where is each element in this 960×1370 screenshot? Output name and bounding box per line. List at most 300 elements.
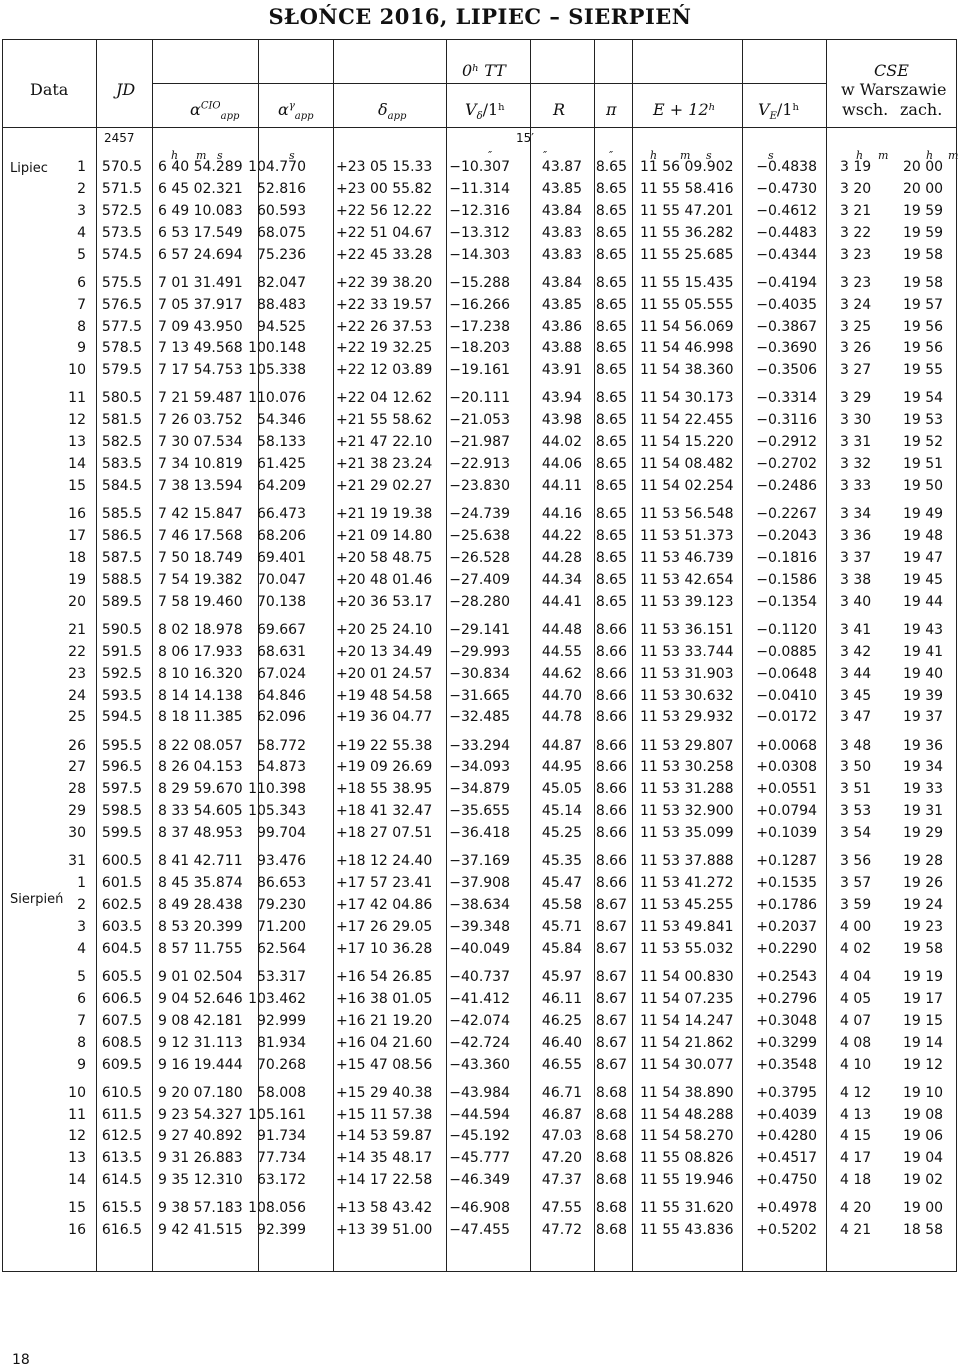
cell-wsch: 3 56 [840,853,872,870]
page-number: 18 [12,1352,30,1368]
cell-R: 44.55 [541,643,582,660]
unit-E-h: h [650,149,658,162]
cell-wsch: 3 20 [840,180,872,197]
cell-v-delta: −35.655 [449,803,510,820]
cell-pi: 8.67 [595,1012,627,1029]
cell-jd: 571.5 [101,180,142,197]
cell-pi: 8.67 [595,897,627,913]
cell-v-delta: −46.908 [449,1200,510,1217]
cell-V-E: −0.0410 [756,687,817,704]
cell-pi: 8.65 [595,593,627,610]
header-data: Data [30,80,69,99]
cell-alpha-cio: 9 23 54.327 [158,1106,243,1123]
cell-alpha-cio: 7 58 19.460 [158,593,243,610]
cell-day: 8 [77,318,86,335]
cell-alpha-cio: 8 53 20.399 [158,918,243,935]
cell-alpha-gamma: 99.704 [257,825,306,842]
cell-delta: +20 58 48.75 [336,549,433,566]
cell-alpha-gamma: 68.631 [257,643,306,660]
cell-wsch: 3 33 [840,478,872,494]
R-prefix: 15′ [516,131,534,145]
cell-day: 9 [77,340,86,357]
cell-zach: 19 57 [903,296,944,313]
cell-wsch: 4 08 [840,1034,872,1051]
cell-alpha-gamma: 88.483 [257,296,306,313]
cell-day: 10 [68,1084,86,1101]
cell-wsch: 3 47 [840,709,872,726]
cell-alpha-gamma: 105.161 [248,1106,306,1123]
cell-R: 47.55 [541,1200,582,1217]
cell-jd: 600.5 [101,853,142,870]
cell-delta: +22 12 03.89 [336,362,433,379]
cell-zach: 19 56 [903,340,944,357]
cell-pi: 8.68 [595,1150,627,1167]
cell-jd: 572.5 [101,202,142,219]
cell-V-E: −0.2912 [756,434,817,451]
cell-zach: 19 55 [903,362,944,379]
cell-R: 45.84 [541,940,582,957]
cell-delta: +14 53 59.87 [336,1128,433,1145]
cell-E-12h: 11 54 02.254 [640,478,734,494]
cell-v-delta: −43.984 [449,1084,510,1101]
cell-v-delta: −15.288 [449,274,510,291]
cell-pi: 8.65 [595,434,627,451]
cell-E-12h: 11 54 22.455 [640,412,734,429]
cell-jd: 578.5 [101,340,142,357]
cell-alpha-cio: 8 41 42.711 [158,853,243,870]
cell-alpha-cio: 7 38 13.594 [158,478,243,494]
cell-zach: 19 56 [903,318,944,335]
cell-V-E: +0.0308 [756,759,817,776]
cell-zach: 19 40 [903,665,944,682]
cell-alpha-gamma: 67.024 [257,665,306,682]
cell-E-12h: 11 53 36.151 [640,621,734,638]
cell-day: 3 [77,202,86,219]
cell-day: 2 [77,180,86,197]
cell-wsch: 4 10 [840,1056,872,1073]
column-rule [742,39,743,1272]
cell-jd: 596.5 [101,759,142,776]
cell-alpha-cio: 8 29 59.670 [158,781,243,798]
cell-alpha-gamma: 68.075 [257,224,306,241]
cell-jd: 585.5 [101,506,142,523]
cell-v-delta: −43.360 [449,1056,510,1073]
cell-day: 7 [77,1012,86,1029]
cell-R: 46.87 [541,1106,582,1123]
cell-R: 46.71 [541,1084,582,1101]
cell-zach: 19 59 [903,202,944,219]
cell-pi: 8.67 [595,1034,627,1051]
cell-alpha-cio: 8 37 48.953 [158,825,243,842]
cell-R: 44.48 [541,621,582,638]
cell-wsch: 4 12 [840,1084,872,1101]
cell-V-E: −0.4730 [756,180,817,197]
cell-v-delta: −16.266 [449,296,510,313]
cell-V-E: +0.1039 [756,825,817,842]
cell-day: 6 [77,990,86,1007]
cell-E-12h: 11 53 32.900 [640,803,734,820]
cell-delta: +22 26 37.53 [336,318,433,335]
cell-pi: 8.66 [595,643,627,660]
cell-v-delta: −28.280 [449,593,510,610]
column-rule [333,39,334,1272]
cell-V-E: +0.4517 [756,1150,817,1167]
cell-alpha-gamma: 53.317 [257,968,306,985]
cell-delta: +17 26 29.05 [336,918,433,935]
cell-zach: 19 59 [903,224,944,241]
cell-E-12h: 11 53 55.032 [640,940,734,957]
cell-day: 6 [77,274,86,291]
cell-day: 4 [77,224,86,241]
cell-alpha-cio: 9 08 42.181 [158,1012,243,1029]
cell-jd: 589.5 [101,593,142,610]
cell-E-12h: 11 53 35.099 [640,825,734,842]
cell-E-12h: 11 53 41.272 [640,875,734,892]
unit-pi-sec: ″ [609,149,614,162]
cell-pi: 8.66 [595,853,627,870]
cell-E-12h: 11 53 56.548 [640,506,734,523]
cell-wsch: 3 24 [840,296,872,313]
cell-alpha-cio: 7 34 10.819 [158,456,243,473]
cell-E-12h: 11 55 25.685 [640,246,734,263]
cell-delta: +15 11 57.38 [336,1106,433,1123]
cell-zach: 19 39 [903,687,944,704]
cell-wsch: 4 17 [840,1150,872,1167]
cell-E-12h: 11 54 15.220 [640,434,734,451]
cell-zach: 19 49 [903,506,944,523]
cell-v-delta: −13.312 [449,224,510,241]
cell-R: 47.03 [541,1128,582,1145]
header-alpha-gamma: $\alpha^\gamma_{app}$ [278,100,314,123]
cell-R: 47.72 [541,1222,582,1239]
cell-delta: +17 57 23.41 [336,875,433,892]
cell-alpha-gamma: 70.047 [257,571,306,588]
cell-V-E: +0.0068 [756,737,817,754]
cell-alpha-gamma: 91.734 [257,1128,306,1145]
cell-v-delta: −14.303 [449,246,510,263]
cell-pi: 8.65 [595,390,627,407]
column-rule [152,39,153,1272]
cell-R: 43.83 [541,246,582,263]
cell-wsch: 3 31 [840,434,872,451]
cell-jd: 615.5 [101,1200,142,1217]
cell-zach: 19 28 [903,853,944,870]
cell-R: 46.40 [541,1034,582,1051]
cell-day: 26 [68,737,86,754]
cell-zach: 19 50 [903,478,944,494]
cell-delta: +14 35 48.17 [336,1150,433,1167]
cell-zach: 19 52 [903,434,944,451]
cell-wsch: 3 30 [840,412,872,429]
cell-delta: +22 04 12.62 [336,390,433,407]
cell-jd: 595.5 [101,737,142,754]
cell-zach: 19 08 [903,1106,944,1123]
cell-alpha-gamma: 61.425 [257,456,306,473]
cell-alpha-cio: 7 01 31.491 [158,274,243,291]
cell-v-delta: −20.111 [449,390,510,407]
cell-alpha-gamma: 58.772 [257,737,306,754]
cell-day: 12 [68,412,86,429]
cell-alpha-cio: 9 42 41.515 [158,1222,243,1239]
cell-day: 14 [68,456,86,473]
cell-V-E: −0.1354 [756,593,817,610]
cell-zach: 19 43 [903,621,944,638]
cell-day: 31 [68,853,86,870]
cell-alpha-cio: 9 12 31.113 [158,1034,243,1051]
column-rule [96,39,97,1272]
cell-zach: 19 15 [903,1012,944,1029]
cell-zach: 19 00 [903,1200,944,1217]
cell-day: 3 [77,918,86,935]
cell-alpha-cio: 8 33 54.605 [158,803,243,820]
cell-V-E: −0.4483 [756,224,817,241]
cell-V-E: +0.3795 [756,1084,817,1101]
cell-V-E: −0.4838 [756,159,817,175]
cell-v-delta: −30.834 [449,665,510,682]
header-0h-tt: 0ʰ TT [462,61,506,80]
cell-pi: 8.65 [595,549,627,566]
cell-v-delta: −37.169 [449,853,510,870]
header-group-rule [152,83,333,84]
cell-jd: 593.5 [101,687,142,704]
cell-jd: 575.5 [101,274,142,291]
cell-day: 11 [68,1106,86,1123]
cell-R: 43.84 [541,274,582,291]
cell-jd: 586.5 [101,528,142,544]
cell-pi: 8.66 [595,621,627,638]
cell-alpha-gamma: 105.343 [248,803,306,820]
cell-V-E: −0.0648 [756,665,817,682]
cell-delta: +20 36 53.17 [336,593,433,610]
cell-R: 43.84 [541,202,582,219]
cell-E-12h: 11 53 45.255 [640,897,734,913]
unit-gamma-s: s [289,149,295,162]
cell-alpha-cio: 7 17 54.753 [158,362,243,379]
cell-wsch: 4 21 [840,1222,872,1239]
cell-alpha-cio: 7 42 15.847 [158,506,243,523]
cell-wsch: 3 45 [840,687,872,704]
cell-E-12h: 11 54 46.998 [640,340,734,357]
cell-v-delta: −34.879 [449,781,510,798]
cell-zach: 19 58 [903,940,944,957]
cell-R: 43.94 [541,390,582,407]
cell-zach: 19 58 [903,274,944,291]
cell-jd: 610.5 [101,1084,142,1101]
cell-E-12h: 11 53 30.632 [640,687,734,704]
cell-zach: 19 33 [903,781,944,798]
cell-E-12h: 11 53 51.373 [640,528,734,544]
cell-alpha-cio: 8 10 16.320 [158,665,243,682]
cell-E-12h: 11 53 31.903 [640,665,734,682]
cell-delta: +20 01 24.57 [336,665,433,682]
cell-delta: +22 56 12.22 [336,202,433,219]
cell-delta: +20 48 01.46 [336,571,433,588]
cell-alpha-gamma: 68.206 [257,528,306,544]
header-pi: π [606,100,617,119]
cell-zach: 19 48 [903,528,944,544]
cell-pi: 8.65 [595,362,627,379]
cell-pi: 8.66 [595,665,627,682]
cell-alpha-cio: 8 26 04.153 [158,759,243,776]
header-group-rule [333,83,826,84]
cell-pi: 8.67 [595,990,627,1007]
cell-jd: 611.5 [101,1106,142,1123]
cell-zach: 19 31 [903,803,944,820]
header-delta: $\delta_{app}$ [378,100,407,123]
cell-alpha-gamma: 54.873 [257,759,306,776]
cell-delta: +15 29 40.38 [336,1084,433,1101]
cell-wsch: 4 07 [840,1012,872,1029]
cell-V-E: +0.4750 [756,1172,817,1189]
cell-delta: +18 41 32.47 [336,803,433,820]
cell-wsch: 3 21 [840,202,872,219]
cell-R: 43.85 [541,180,582,197]
cell-v-delta: −11.314 [449,180,510,197]
cell-v-delta: −47.455 [449,1222,510,1239]
cell-day: 8 [77,1034,86,1051]
cell-delta: +23 00 55.82 [336,180,433,197]
cell-jd: 598.5 [101,803,142,820]
unit-R-sec: ″ [543,149,548,162]
cell-delta: +22 19 32.25 [336,340,433,357]
cell-alpha-cio: 8 06 17.933 [158,643,243,660]
header-wsch: wsch. [842,100,889,119]
cell-R: 43.98 [541,412,582,429]
cell-zach: 19 47 [903,549,944,566]
cell-v-delta: −29.993 [449,643,510,660]
cell-R: 44.11 [541,478,582,494]
cell-alpha-cio: 6 53 17.549 [158,224,243,241]
column-rule [826,39,827,1272]
cell-wsch: 3 27 [840,362,872,379]
cell-v-delta: −44.594 [449,1106,510,1123]
cell-jd: 590.5 [101,621,142,638]
cell-alpha-cio: 8 45 35.874 [158,875,243,892]
cell-alpha-cio: 9 20 07.180 [158,1084,243,1101]
cell-wsch: 4 15 [840,1128,872,1145]
cell-alpha-gamma: 52.816 [257,180,306,197]
cell-wsch: 3 41 [840,621,872,638]
cell-wsch: 3 53 [840,803,872,820]
cell-alpha-gamma: 100.148 [248,340,306,357]
cell-pi: 8.66 [595,825,627,842]
cell-alpha-gamma: 92.399 [257,1222,306,1239]
cell-delta: +14 17 22.58 [336,1172,433,1189]
cell-alpha-gamma: 58.133 [257,434,306,451]
cell-zach: 18 58 [903,1222,944,1239]
cell-alpha-cio: 6 49 10.083 [158,202,243,219]
cell-V-E: −0.4194 [756,274,817,291]
cell-E-12h: 11 54 38.890 [640,1084,734,1101]
cell-E-12h: 11 55 31.620 [640,1200,734,1217]
cell-V-E: +0.4039 [756,1106,817,1123]
cell-alpha-gamma: 79.230 [257,897,306,913]
cell-wsch: 3 32 [840,456,872,473]
cell-jd: 609.5 [101,1056,142,1073]
cell-delta: +22 51 04.67 [336,224,433,241]
cell-pi: 8.66 [595,875,627,892]
cell-zach: 19 29 [903,825,944,842]
cell-day: 1 [77,159,86,175]
cell-pi: 8.65 [595,318,627,335]
cell-delta: +22 33 19.57 [336,296,433,313]
cell-R: 46.25 [541,1012,582,1029]
cell-pi: 8.68 [595,1128,627,1145]
cell-alpha-gamma: 69.667 [257,621,306,638]
cell-v-delta: −24.739 [449,506,510,523]
cell-delta: +21 09 14.80 [336,528,433,544]
unit-E-s: s [706,149,712,162]
cell-day: 15 [68,478,86,494]
cell-E-12h: 11 53 49.841 [640,918,734,935]
cell-pi: 8.66 [595,781,627,798]
cell-V-E: −0.2267 [756,506,817,523]
cell-jd: 587.5 [101,549,142,566]
cell-alpha-gamma: 108.056 [248,1200,306,1217]
cell-alpha-gamma: 93.476 [257,853,306,870]
cell-zach: 19 41 [903,643,944,660]
unit-v-sec: ″ [488,149,493,162]
cell-alpha-gamma: 110.076 [248,390,306,407]
cell-day: 29 [68,803,86,820]
cell-zach: 19 37 [903,709,944,726]
cell-V-E: +0.2037 [756,918,817,935]
cell-V-E: +0.2290 [756,940,817,957]
cell-v-delta: −12.316 [449,202,510,219]
cell-pi: 8.67 [595,968,627,985]
cell-wsch: 3 59 [840,897,872,913]
cell-alpha-cio: 9 31 26.883 [158,1150,243,1167]
cell-pi: 8.67 [595,918,627,935]
cell-E-12h: 11 54 30.077 [640,1056,734,1073]
cell-day: 13 [68,1150,86,1167]
cell-v-delta: −29.141 [449,621,510,638]
cell-pi: 8.67 [595,940,627,957]
cell-R: 45.58 [541,897,582,913]
cell-alpha-cio: 7 13 49.568 [158,340,243,357]
cell-delta: +13 39 51.00 [336,1222,433,1239]
cell-zach: 19 23 [903,918,944,935]
cell-E-12h: 11 53 39.123 [640,593,734,610]
cell-E-12h: 11 55 05.555 [640,296,734,313]
cell-wsch: 3 37 [840,549,872,566]
cell-v-delta: −21.053 [449,412,510,429]
cell-wsch: 3 40 [840,593,872,610]
cell-alpha-gamma: 94.525 [257,318,306,335]
cell-E-12h: 11 55 08.826 [640,1150,734,1167]
cell-jd: 602.5 [101,897,142,913]
cell-wsch: 4 00 [840,918,872,935]
cell-alpha-gamma: 110.398 [248,781,306,798]
cell-day: 18 [68,549,86,566]
cell-pi: 8.67 [595,1056,627,1073]
cell-pi: 8.65 [595,274,627,291]
cell-R: 44.62 [541,665,582,682]
cell-delta: +16 04 21.60 [336,1034,433,1051]
header-bottom-rule [2,127,957,128]
cell-alpha-gamma: 63.172 [257,1172,306,1189]
cell-V-E: −0.3116 [756,412,817,429]
cell-R: 44.95 [541,759,582,776]
cell-E-12h: 11 53 31.288 [640,781,734,798]
cell-pi: 8.66 [595,709,627,726]
cell-pi: 8.65 [595,506,627,523]
cell-alpha-gamma: 71.200 [257,918,306,935]
cell-pi: 8.65 [595,296,627,313]
cell-jd: 606.5 [101,990,142,1007]
cell-alpha-gamma: 105.338 [248,362,306,379]
cell-jd: 608.5 [101,1034,142,1051]
